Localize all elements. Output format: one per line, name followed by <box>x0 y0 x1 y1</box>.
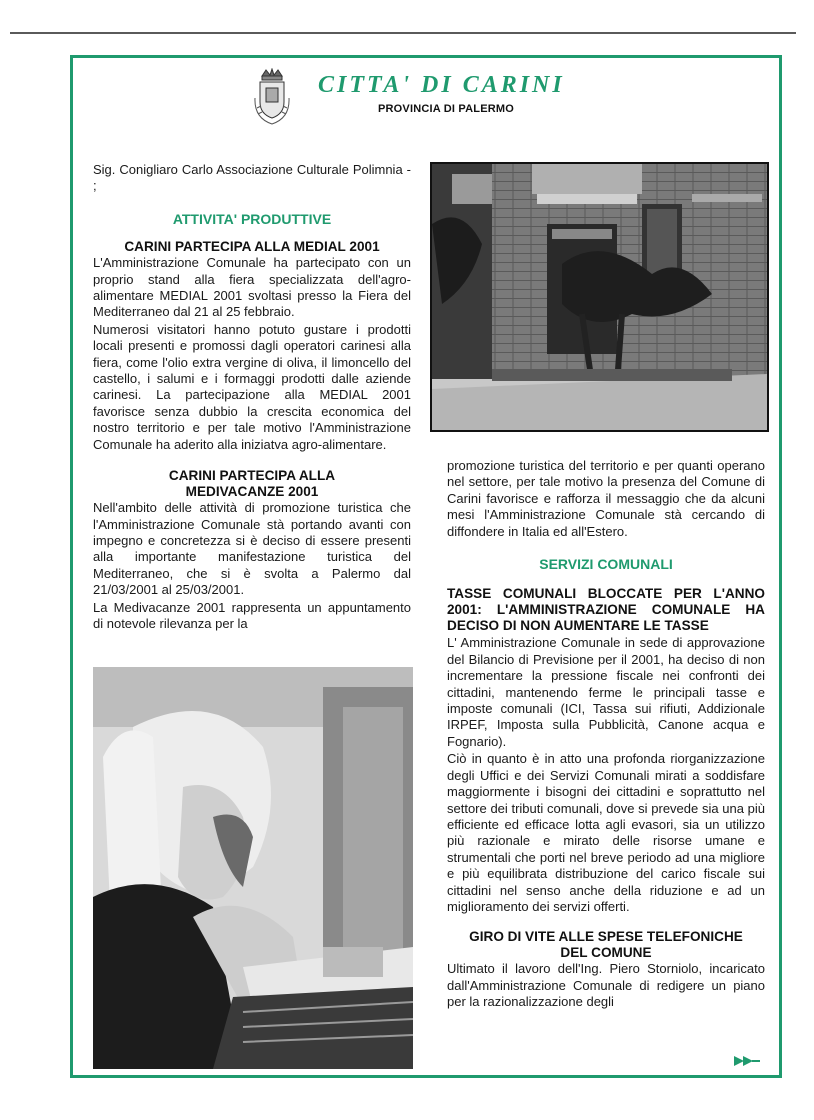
left-column-top <box>93 162 411 633</box>
article-title-medivacanze <box>93 468 411 500</box>
article-title-medial: CARINI PARTECIPA ALLA MEDIAL 2001 <box>124 239 380 255</box>
article-paragraph: Numerosi visitatori hanno potuto gustare i prodotti locali presenti e promossi dagli operatori carinesi alla fiera, come l'olio extra vergine di oliva, il limoncello del castello, i salumi e i formaggi prodotti dalle aziende carinesi. La partecipazione alla MEDIAL 2001 favorisce senza dubbio la crescita economica del nostro territorio e per tale motivo l'Amministrazione Comunale ha aderito alla iniziatva agro-alimentare. <box>93 321 411 452</box>
article-title-line: CARINI PARTECIPA ALLA <box>168 468 336 484</box>
article-paragraph: La Medivacanze 2001 rappresenta un appuntamento di notevole rilevanza per la <box>93 599 411 631</box>
section-heading-servizi: SERVIZI COMUNALI <box>539 556 673 573</box>
article-title-telefoniche <box>447 929 765 961</box>
page-title: CITTA' DI CARINI <box>318 72 565 98</box>
woman-phone-photo <box>93 667 413 1069</box>
article-paragraph: Ciò in quanto è in atto una profonda riorganizzazione degli Uffici e dei Servizi Comunali mirati a soddisfare maggiormente i bisogni dei cittadini e soprattutto nel settore dei tributi comunali, dove si prevede sia una più efficiente ed efficace lotta agli evasori, sia un utilizzo più razionale e mirato delle risorse umane e strumentali che porti nel breve periodo ad una migliore e più equilibrata distribuzione del carico fiscale sui cittadini nel senso anche della riduzione e ad un miglioramento dei servizi offerti. <box>447 751 765 914</box>
building-photo <box>430 162 769 432</box>
scan-top-line <box>10 32 796 34</box>
double-arrow-right-icon <box>734 1055 760 1067</box>
intro-line: Sig. Conigliaro Carlo Associazione Culturale Polimnia - ; <box>93 162 411 194</box>
article-paragraph: L' Amministrazione Comunale in sede di approvazione del Bilancio di Previsione per il 2001, ha deciso di non incrementare la pressione fiscale nei confronti dei cittadini, mantenendo ferme le principali tasse e imposte comunali (ICI, Tassa sui rifiuti, Addizionale IRPEF, Imposta sulla Pubblicità, Canone acqua e Fognario). <box>447 635 765 749</box>
article-title-line: DEL COMUNE <box>560 945 652 961</box>
section-heading-attivita: ATTIVITA' PRODUTTIVE <box>172 210 332 227</box>
article-title-line: MEDIVACANZE 2001 <box>185 484 319 500</box>
coat-of-arms-icon <box>252 68 292 128</box>
page-subtitle: PROVINCIA DI PALERMO <box>378 103 515 115</box>
article-title-tasse: TASSE COMUNALI BLOCCATE PER L'ANNO 2001: L'AMMINISTRAZIONE COMUNALE HA DECISO DI NON AUMENTARE LE TASSE <box>447 586 765 634</box>
right-column <box>447 458 765 1012</box>
article-paragraph: Nell'ambito delle attività di promozione turistica che l'Amministrazione Comunale stà portando avanti con impegno e concretezza si è deciso di essere presenti alla importante manifestazione turistica del Mediterraneo, che si è svolta a Palermo dal 21/03/2001 al 25/03/2001. <box>93 500 411 598</box>
article-title-line: GIRO DI VITE ALLE SPESE TELEFONICHE <box>469 929 743 945</box>
article-paragraph: L'Amministrazione Comunale ha partecipato con un proprio stand alla fiera specializzata dell'agro-alimentare MEDIAL 2001 svoltasi presso la Fiera del Mediterraneo dal 21 al 25 febbraio. <box>93 255 411 320</box>
article-paragraph: Ultimato il lavoro dell'Ing. Piero Storniolo, incaricato dall'Amministrazione Comunale di redigere un piano per la razionalizzazione degli <box>447 961 765 1010</box>
article-paragraph: promozione turistica del territorio e per quanti operano nel settore, per tale motivo la presenza del Comune di Carini favorisce e rafforza il messaggio che da alcuni mesi l'Amministrazione Comunale stà cercando di diffondere in Italia ed all'Estero. <box>447 458 765 539</box>
